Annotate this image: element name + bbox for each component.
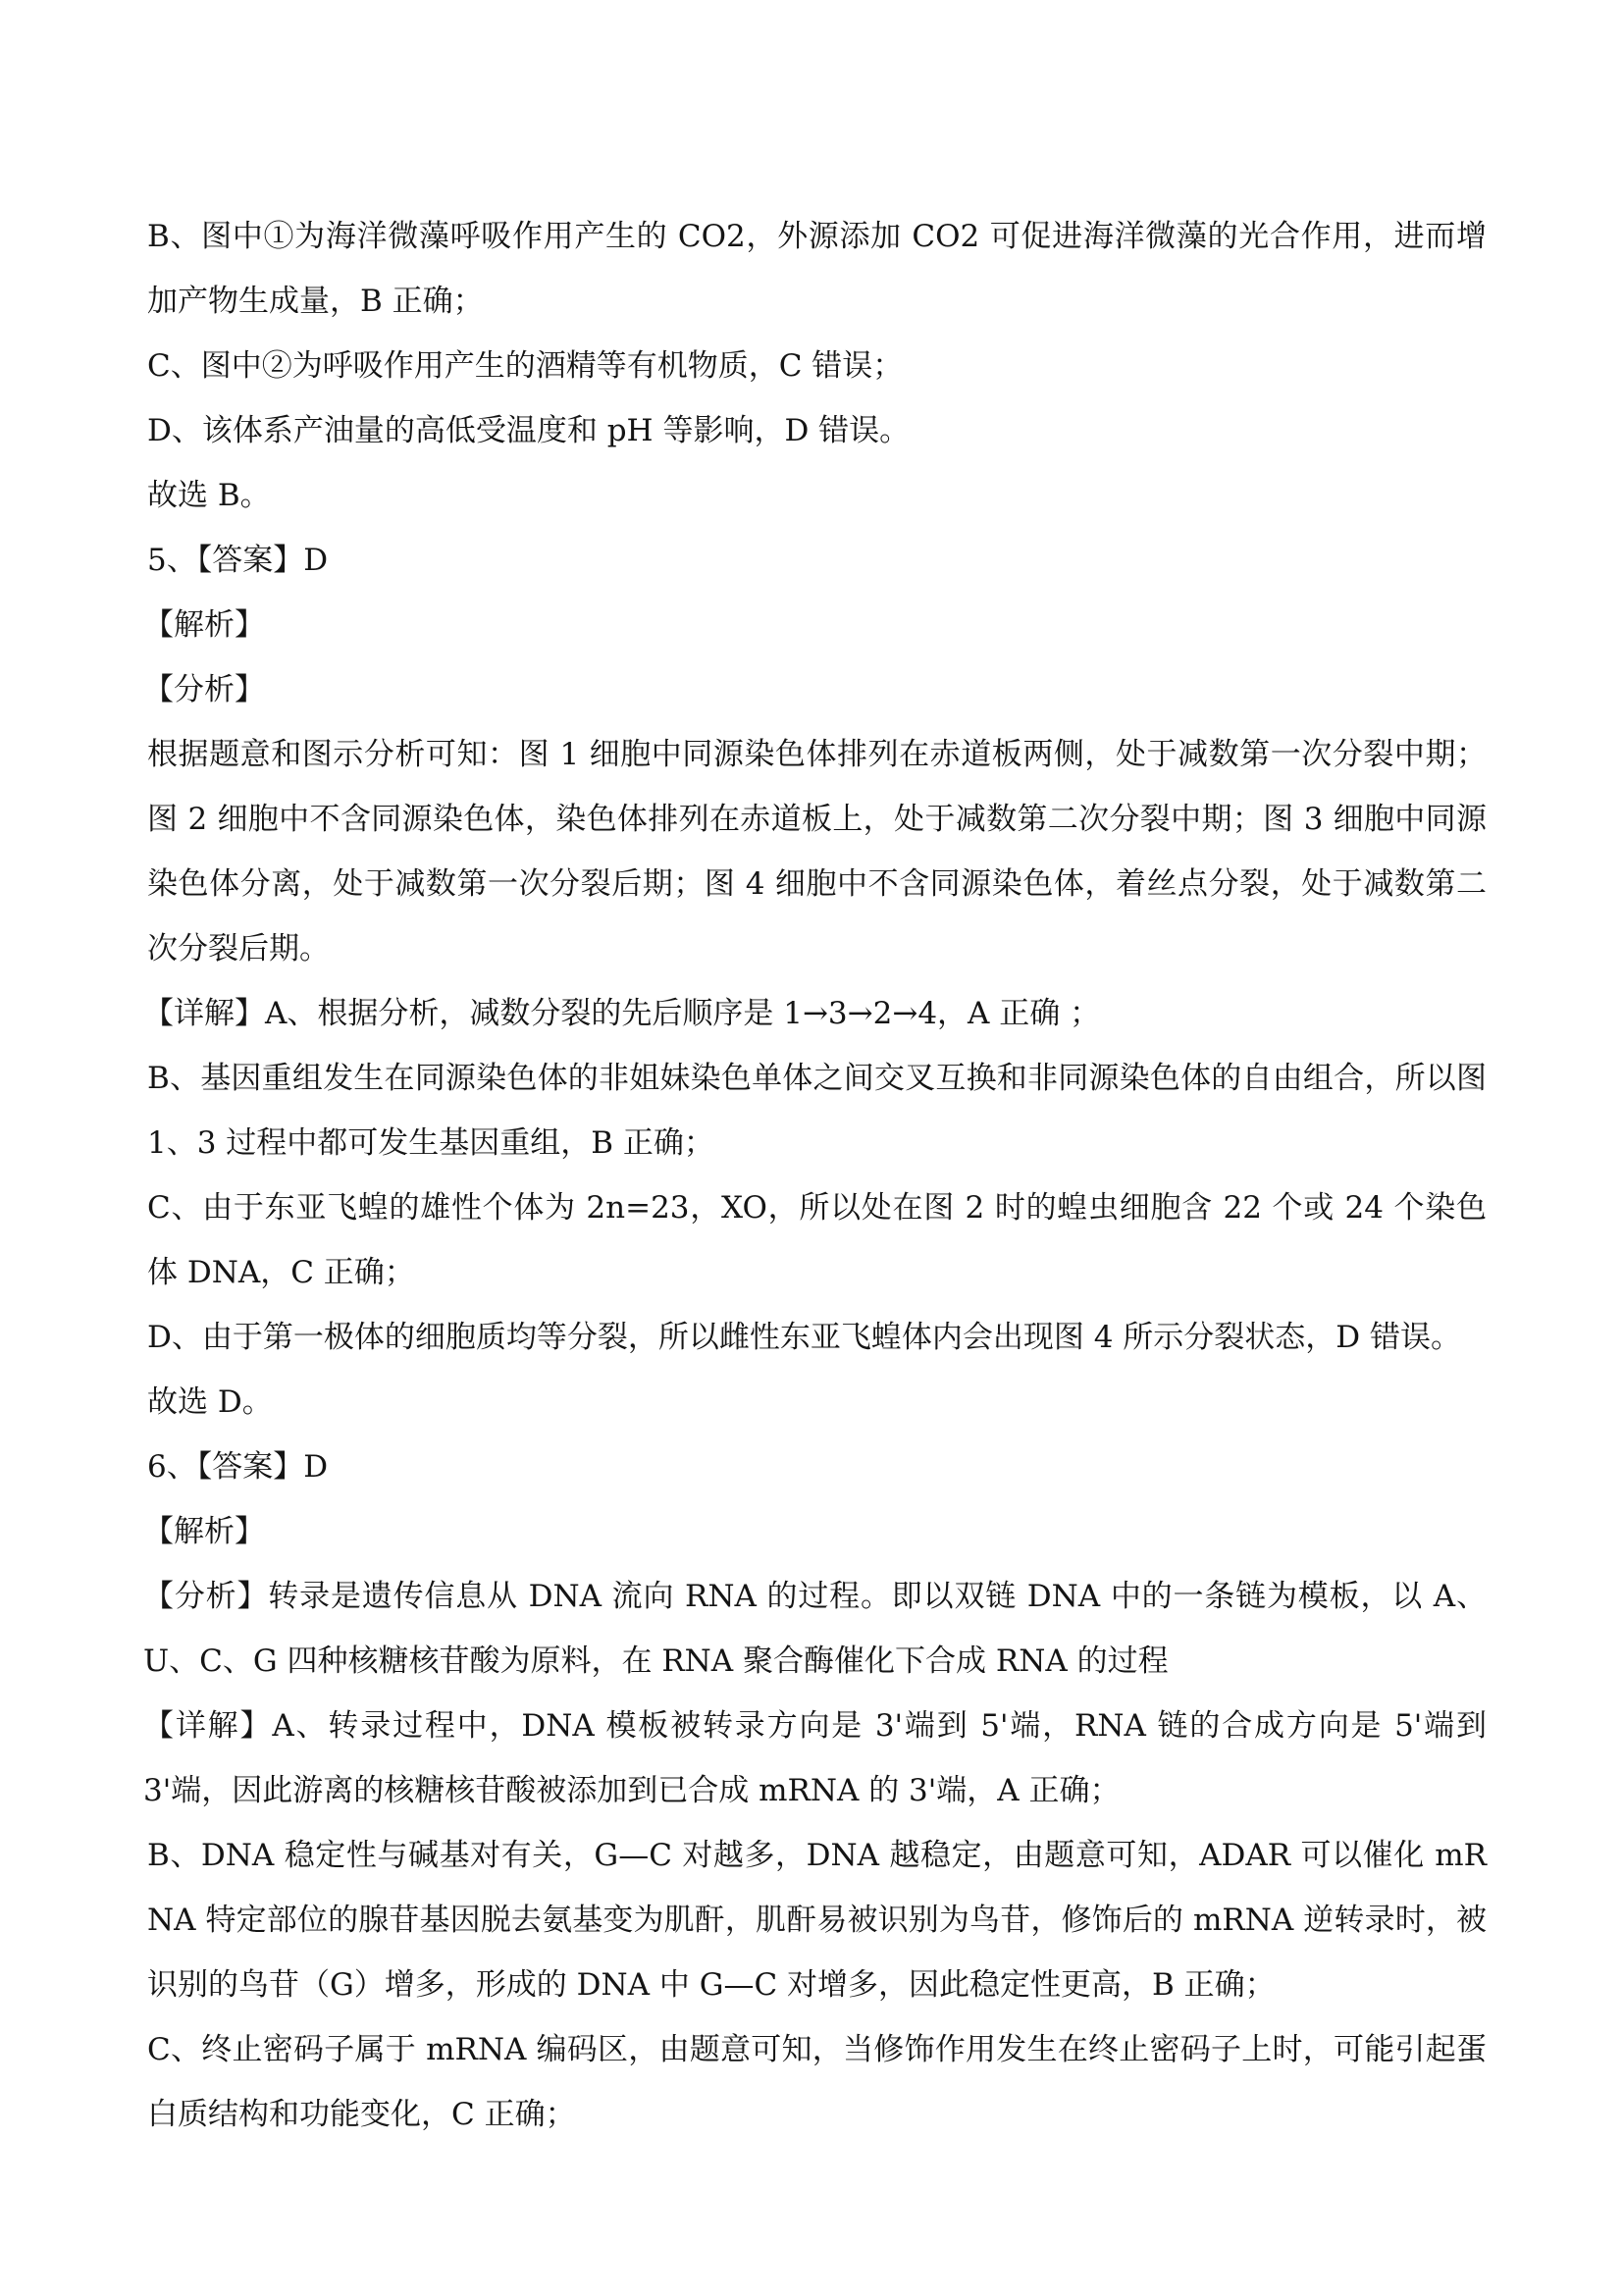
- question-5-answer: 5、【答案】D: [147, 543, 329, 578]
- question-5-explanation-heading: 【解析】: [143, 607, 265, 643]
- question-6-detail-b: B、DNA 稳定性与碱基对有关，G—C 对越多，DNA 越稳定，由题意可知，ADAR 可以催化 mRNA 特定部位的腺苷基因脱去氨基变为肌酐，肌酐易被识别为鸟苷，修饰后的 mRNA 逆转录时，被识别的鸟苷（G）增多，形成的 DNA 中 G—C 对增多，因此稳定性更高，B 正确；: [147, 1838, 1487, 2003]
- question-6-answer: 6、【答案】D: [147, 1449, 329, 1485]
- question-5-detail-a: 【详解】A、根据分析，减数分裂的先后顺序是 1→3→2→4，A 正确 ；: [143, 996, 1101, 1031]
- question-5-analysis-text: 根据题意和图示分析可知：图 1 细胞中同源染色体排列在赤道板两侧，处于减数第一次分裂中期；图 2 细胞中不含同源染色体，染色体排列在赤道板上，处于减数第二次分裂中期；图 3 细胞中同源染色体分离，处于减数第一次分裂后期；图 4 细胞中不含同源染色体，着丝点分裂，处于减数第二次分裂后期。: [147, 737, 1487, 966]
- paragraph-c-answer-4: C、图中②为呼吸作用产生的酒精等有机物质，C 错误；: [147, 348, 904, 384]
- question-5-detail-b: B、基因重组发生在同源染色体的非姐妹染色单体之间交叉互换和非同源染色体的自由组合，所以图 1、3 过程中都可发生基因重组，B 正确；: [147, 1061, 1487, 1161]
- question-5-detail-c: C、由于东亚飞蝗的雄性个体为 2n=23，XO，所以处在图 2 时的蝗虫细胞含 22 个或 24 个染色体 DNA，C 正确；: [147, 1190, 1487, 1290]
- paragraph-choice-5: 故选 D。: [147, 1384, 273, 1420]
- document-body: [143, 204, 1487, 2147]
- question-5-analysis-heading: 【分析】: [143, 672, 265, 707]
- paragraph-choice-4: 故选 B。: [147, 478, 271, 513]
- question-6-detail-a: 【详解】A、转录过程中，DNA 模板被转录方向是 3'端到 5'端，RNA 链的合成方向是 5'端到 3'端，因此游离的核糖核苷酸被添加到已合成 mRNA 的 3'端，A 正确；: [143, 1708, 1487, 1808]
- question-6-detail-c: C、终止密码子属于 mRNA 编码区，由题意可知，当修饰作用发生在终止密码子上时，可能引起蛋白质结构和功能变化，C 正确；: [147, 2032, 1487, 2132]
- question-6-analysis: 【分析】转录是遗传信息从 DNA 流向 RNA 的过程。即以双链 DNA 中的一条链为模板，以 A、U、C、G 四种核糖核苷酸为原料，在 RNA 聚合酶催化下合成 RNA 的过程: [143, 1579, 1487, 1679]
- question-5-detail-d: D、由于第一极体的细胞质均等分裂，所以雌性东亚飞蝗体内会出现图 4 所示分裂状态，D 错误。: [147, 1320, 1461, 1355]
- question-6-explanation-heading: 【解析】: [143, 1514, 265, 1549]
- paragraph-b-answer-4: B、图中①为海洋微藻呼吸作用产生的 CO2，外源添加 CO2 可促进海洋微藻的光合作用，进而增加产物生成量，B 正确；: [147, 219, 1487, 319]
- paragraph-d-answer-4: D、该体系产油量的高低受温度和 pH 等影响，D 错误。: [147, 413, 911, 448]
